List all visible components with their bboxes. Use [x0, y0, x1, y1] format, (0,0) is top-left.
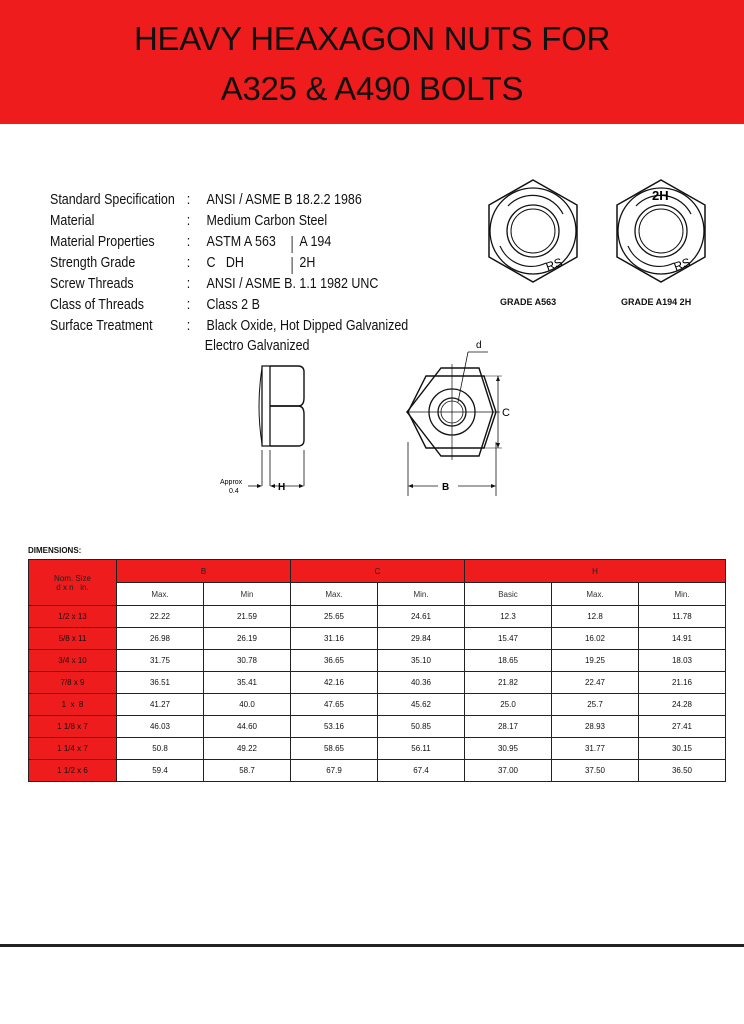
dimensions-table-body: [29, 606, 726, 782]
table-cell: 19.25: [552, 650, 639, 672]
grade-a563-label: GRADE A563: [500, 297, 557, 307]
table-row: [29, 672, 726, 694]
dim-approx-value: 0.4: [229, 488, 239, 495]
table-cell: 29.84: [378, 628, 465, 650]
table-row: [29, 628, 726, 650]
nominal-size-cell: 1/2 x 13: [29, 606, 117, 628]
spec-label: Class of Threads: [50, 297, 145, 313]
table-cell: 30.15: [639, 738, 726, 760]
spec-separator: [292, 236, 293, 253]
table-cell: 46.03: [117, 716, 204, 738]
dimensions-label: DIMENSIONS:: [28, 546, 82, 555]
spec-value: C DH: [206, 255, 244, 271]
table-cell: 24.61: [378, 606, 465, 628]
table-row: [29, 760, 726, 782]
table-cell: 40.36: [378, 672, 465, 694]
spec-value: Class 2 B: [206, 297, 260, 313]
table-cell: 67.4: [378, 760, 465, 782]
subheader-b-min: Min: [204, 583, 291, 606]
table-cell: 12.8: [552, 606, 639, 628]
table-cell: 14.91: [639, 628, 726, 650]
table-cell: 36.65: [291, 650, 378, 672]
table-cell: 31.16: [291, 628, 378, 650]
table-cell: 18.65: [465, 650, 552, 672]
table-cell: 26.19: [204, 628, 291, 650]
table-cell: 31.75: [117, 650, 204, 672]
table-cell: 67.9: [291, 760, 378, 782]
dim-d-label: d: [476, 340, 482, 351]
spec-label: Material: [50, 213, 95, 229]
nom-size-units: d x n in.: [56, 582, 89, 592]
subheader-c-min: Min.: [378, 583, 465, 606]
subheader-h-max: Max.: [552, 583, 639, 606]
table-cell: 36.50: [639, 760, 726, 782]
table-cell: 12.3: [465, 606, 552, 628]
spec-label: Material Properties: [50, 234, 155, 250]
table-cell: 37.00: [465, 760, 552, 782]
table-cell: 53.16: [291, 716, 378, 738]
table-cell: 27.41: [639, 716, 726, 738]
spec-label: Strength Grade: [50, 255, 136, 271]
table-cell: 50.85: [378, 716, 465, 738]
dim-b-label: B: [442, 482, 450, 493]
spec-value: Electro Galvanized: [204, 338, 310, 354]
table-cell: 21.82: [465, 672, 552, 694]
subheader-h-min: Min.: [639, 583, 726, 606]
table-cell: 56.11: [378, 738, 465, 760]
group-header-h: H: [465, 560, 726, 583]
table-cell: 37.50: [552, 760, 639, 782]
table-cell: 21.16: [639, 672, 726, 694]
table-cell: 30.95: [465, 738, 552, 760]
table-cell: 40.0: [204, 694, 291, 716]
nominal-size-cell: 5/8 x 11: [29, 628, 117, 650]
table-cell: 58.7: [204, 760, 291, 782]
group-header-c: C: [291, 560, 465, 583]
table-cell: 59.4: [117, 760, 204, 782]
table-cell: 35.10: [378, 650, 465, 672]
dimensions-table: [28, 559, 726, 782]
table-cell: 45.62: [378, 694, 465, 716]
spec-colon: :: [186, 234, 191, 250]
table-cell: 26.98: [117, 628, 204, 650]
table-cell: 15.47: [465, 628, 552, 650]
spec-value: ANSI / ASME B 18.2.2 1986: [206, 192, 362, 208]
table-cell: 28.93: [552, 716, 639, 738]
table-cell: 30.78: [204, 650, 291, 672]
nom-size-header: [29, 560, 117, 606]
spec-label: Standard Specification: [50, 192, 175, 208]
spec-colon: :: [186, 255, 191, 271]
nominal-size-cell: 3/4 x 10: [29, 650, 117, 672]
table-cell: 36.51: [117, 672, 204, 694]
grade-mark-2h: 2H: [652, 188, 669, 203]
subheader-c-max: Max.: [291, 583, 378, 606]
table-cell: 47.65: [291, 694, 378, 716]
dim-approx-label: Approx: [220, 479, 243, 486]
spec-value: ASTM A 563: [206, 234, 276, 250]
table-cell: 58.65: [291, 738, 378, 760]
spec-separator: [292, 257, 293, 274]
spec-value-alt: 2H: [299, 255, 316, 271]
spec-colon: :: [186, 297, 191, 313]
dim-h-label: H: [278, 482, 286, 493]
grade-mark-rs: RS: [543, 255, 565, 274]
spec-value: Black Oxide, Hot Dipped Galvanized: [206, 318, 409, 334]
subheader-h-basic: Basic: [465, 583, 552, 606]
table-cell: 25.7: [552, 694, 639, 716]
table-cell: 44.60: [204, 716, 291, 738]
table-cell: 16.02: [552, 628, 639, 650]
table-cell: 18.03: [639, 650, 726, 672]
grade-mark-rs: RS: [671, 255, 693, 274]
nominal-size-cell: 1 1/4 x 7: [29, 738, 117, 760]
spec-label: Surface Treatment: [50, 318, 153, 334]
spec-colon: :: [186, 276, 191, 292]
nominal-size-cell: 7/8 x 9: [29, 672, 117, 694]
nominal-size-cell: 1 1/8 x 7: [29, 716, 117, 738]
nom-size-label: Nom. Size: [54, 573, 91, 583]
nut-top-view-drawing: [396, 336, 516, 500]
nominal-size-cell: 1 x 8: [29, 694, 117, 716]
grade-a194-label: GRADE A194 2H: [621, 297, 692, 307]
spec-colon: :: [186, 192, 191, 208]
table-cell: 50.8: [117, 738, 204, 760]
table-cell: 11.78: [639, 606, 726, 628]
page-title-line-2: A325 & A490 BOLTS: [220, 70, 524, 107]
spec-value: ANSI / ASME B. 1.1 1982 UNC: [206, 276, 379, 292]
table-cell: 25.0: [465, 694, 552, 716]
table-cell: 24.28: [639, 694, 726, 716]
page-title-line-1: HEAVY HEAXAGON NUTS FOR: [134, 20, 610, 57]
table-cell: 41.27: [117, 694, 204, 716]
table-row: [29, 606, 726, 628]
group-header-b: B: [117, 560, 291, 583]
subheader-b-max: Max.: [117, 583, 204, 606]
table-cell: 21.59: [204, 606, 291, 628]
table-cell: 22.47: [552, 672, 639, 694]
table-row: [29, 650, 726, 672]
spec-label: Screw Threads: [50, 276, 134, 292]
table-row: [29, 694, 726, 716]
spec-colon: :: [186, 318, 191, 334]
spec-value: Medium Carbon Steel: [206, 213, 328, 229]
grade-a194-nut-drawing: [606, 176, 716, 296]
table-cell: 42.16: [291, 672, 378, 694]
bottom-rule: [0, 944, 744, 947]
dim-c-label: C: [502, 407, 510, 419]
spec-value-alt: A 194: [299, 234, 332, 250]
table-row: [29, 716, 726, 738]
table-cell: 28.17: [465, 716, 552, 738]
table-cell: 31.77: [552, 738, 639, 760]
table-cell: 22.22: [117, 606, 204, 628]
table-cell: 49.22: [204, 738, 291, 760]
table-cell: 25.65: [291, 606, 378, 628]
spec-colon: :: [186, 213, 191, 229]
table-row: [29, 738, 726, 760]
nominal-size-cell: 1 1/2 x 6: [29, 760, 117, 782]
nut-side-view-drawing: [212, 358, 322, 498]
table-cell: 35.41: [204, 672, 291, 694]
grade-a563-nut-drawing: [478, 176, 588, 296]
